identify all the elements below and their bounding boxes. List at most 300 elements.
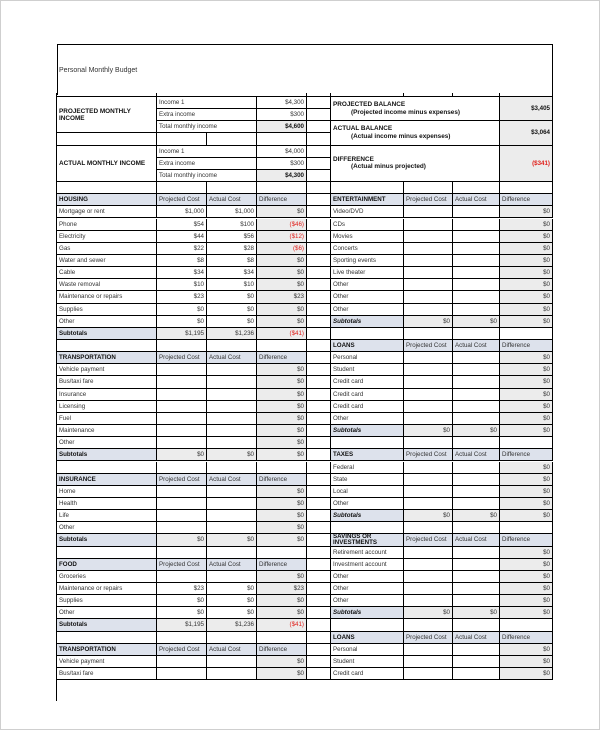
actual-cost-input[interactable]: [207, 522, 257, 534]
projected-cost-input[interactable]: [404, 304, 453, 316]
projected-cost-input[interactable]: $54: [157, 219, 207, 231]
spacer-cell: [307, 146, 331, 158]
spacer-cell: [404, 328, 453, 340]
difference-balance-value: ($341): [500, 146, 553, 182]
difference-value: $0: [257, 607, 307, 619]
actual-cost-input[interactable]: [453, 291, 500, 303]
actual-cost-input[interactable]: [207, 486, 257, 498]
expense-item-label: Other: [57, 316, 157, 328]
expense-item-label: Bus/taxi fare: [57, 376, 157, 388]
column-header-actual: Actual Cost: [453, 194, 500, 206]
column-header-projected: Projected Cost: [404, 194, 453, 206]
projected-cost-input[interactable]: [157, 437, 207, 449]
projected-cost-input[interactable]: $22: [157, 243, 207, 255]
spacer-cell: [331, 522, 404, 534]
projected-cost-input[interactable]: [404, 462, 453, 474]
actual-cost-input[interactable]: [453, 595, 500, 607]
difference-value: $0: [500, 413, 553, 425]
actual-cost-input[interactable]: [453, 206, 500, 218]
subtotal-actual: $0: [453, 607, 500, 619]
projected-cost-input[interactable]: [157, 498, 207, 510]
column-header-projected: Projected Cost: [157, 474, 207, 486]
subtotal-actual: $0: [453, 425, 500, 437]
actual-cost-input[interactable]: $34: [207, 267, 257, 279]
projected-income-row-value[interactable]: $4,300: [257, 97, 307, 109]
difference-value: $0: [500, 364, 553, 376]
difference-value: $0: [257, 425, 307, 437]
actual-cost-input[interactable]: [453, 219, 500, 231]
difference-value: $0: [500, 462, 553, 474]
projected-balance-subtitle: (Projected income minus expenses): [351, 108, 461, 116]
spacer-cell: [257, 632, 307, 644]
spacer-cell: [453, 328, 500, 340]
column-header-difference: Difference: [257, 644, 307, 656]
subtotal-difference: $0: [500, 316, 553, 328]
expense-item-label: Supplies: [57, 304, 157, 316]
spacer-cell: [500, 328, 553, 340]
actual-cost-input[interactable]: [207, 656, 257, 668]
spacer-cell: [307, 219, 331, 231]
spacer-cell: [57, 462, 157, 474]
subtotal-actual: $0: [453, 510, 500, 522]
subtotal-projected: $0: [404, 425, 453, 437]
actual-cost-input[interactable]: [207, 364, 257, 376]
spacer-cell: [307, 619, 331, 631]
difference-value: $0: [257, 571, 307, 583]
difference-value: $0: [500, 206, 553, 218]
actual-cost-input[interactable]: [453, 243, 500, 255]
left-section-header-food: FOOD: [57, 559, 157, 571]
spacer-cell: [207, 632, 257, 644]
actual-income-label: ACTUAL MONTHLY INCOME: [57, 146, 157, 182]
spacer-cell: [331, 437, 404, 449]
spacer-cell: [307, 534, 331, 546]
projected-cost-input[interactable]: [157, 668, 207, 680]
projected-cost-input[interactable]: [404, 267, 453, 279]
difference-value: $0: [500, 571, 553, 583]
spacer-cell: [307, 158, 331, 170]
expense-item-label: Phone: [57, 219, 157, 231]
column-header-difference: Difference: [500, 632, 553, 644]
spacer-cell: [57, 340, 157, 352]
actual-cost-input[interactable]: $28: [207, 243, 257, 255]
projected-cost-input[interactable]: [157, 571, 207, 583]
spacer-cell: [57, 133, 157, 145]
expense-item-label: State: [331, 474, 404, 486]
projected-cost-input[interactable]: [157, 510, 207, 522]
projected-cost-input[interactable]: [404, 231, 453, 243]
difference-value: $0: [257, 401, 307, 413]
difference-balance-subtitle: (Actual minus projected): [351, 163, 426, 171]
projected-cost-input[interactable]: $23: [157, 583, 207, 595]
projected-cost-input[interactable]: [404, 595, 453, 607]
column-header-actual: Actual Cost: [207, 474, 257, 486]
spacer-cell: [307, 364, 331, 376]
expense-item-label: Cable: [57, 267, 157, 279]
spacer-cell: [500, 437, 553, 449]
projected-cost-input[interactable]: $44: [157, 231, 207, 243]
actual-cost-input[interactable]: $0: [207, 291, 257, 303]
difference-value: $0: [257, 255, 307, 267]
subtotal-projected: $0: [404, 316, 453, 328]
subtotal-difference: $0: [500, 607, 553, 619]
difference-value: $23: [257, 583, 307, 595]
actual-cost-input[interactable]: [453, 352, 500, 364]
projected-cost-input[interactable]: [404, 644, 453, 656]
expense-item-label: Maintenance or repairs: [57, 291, 157, 303]
projected-cost-input[interactable]: [404, 243, 453, 255]
spacer-cell: [257, 340, 307, 352]
actual-income-row-label: Total monthly income: [157, 170, 257, 182]
spacer-cell: [207, 462, 257, 474]
actual-cost-input[interactable]: [453, 267, 500, 279]
spacer-cell: [207, 547, 257, 559]
difference-value: $0: [257, 656, 307, 668]
projected-cost-input[interactable]: [404, 547, 453, 559]
column-header-actual: Actual Cost: [207, 352, 257, 364]
column-header-difference: Difference: [257, 474, 307, 486]
expense-item-label: Other: [331, 291, 404, 303]
spacer-cell: [157, 632, 207, 644]
projected-cost-input[interactable]: $1,000: [157, 206, 207, 218]
subtotal-difference: ($41): [257, 328, 307, 340]
expense-item-label: Movies: [331, 231, 404, 243]
difference-value: $0: [500, 255, 553, 267]
actual-cost-input[interactable]: [453, 498, 500, 510]
expense-item-label: Retirement account: [331, 547, 404, 559]
expense-item-label: Supplies: [57, 595, 157, 607]
projected-cost-input[interactable]: $0: [157, 607, 207, 619]
expense-item-label: Credit card: [331, 401, 404, 413]
difference-value: $0: [257, 376, 307, 388]
expense-item-label: Other: [57, 437, 157, 449]
subtotal-difference: $0: [257, 534, 307, 546]
spacer-cell: [453, 182, 500, 194]
spacer-cell: [207, 182, 257, 194]
projected-cost-input[interactable]: [157, 656, 207, 668]
spacer-cell: [307, 376, 331, 388]
expense-item-label: Water and sewer: [57, 255, 157, 267]
actual-cost-input[interactable]: [453, 376, 500, 388]
projected-cost-input[interactable]: [404, 376, 453, 388]
difference-value: $0: [500, 547, 553, 559]
column-header-difference: Difference: [500, 340, 553, 352]
expense-item-label: Video/DVD: [331, 206, 404, 218]
actual-cost-input[interactable]: $10: [207, 279, 257, 291]
actual-cost-input[interactable]: [453, 668, 500, 680]
spacer-cell: [500, 522, 553, 534]
expense-item-label: Home: [57, 486, 157, 498]
spacer-cell: [307, 389, 331, 401]
actual-income-row-value[interactable]: $300: [257, 158, 307, 170]
actual-cost-input[interactable]: [453, 486, 500, 498]
spacer-cell: [307, 182, 331, 194]
actual-cost-input[interactable]: $0: [207, 595, 257, 607]
projected-income-row-value[interactable]: $300: [257, 109, 307, 121]
expense-item-label: Credit card: [331, 389, 404, 401]
actual-cost-input[interactable]: [453, 231, 500, 243]
actual-cost-input[interactable]: [207, 425, 257, 437]
actual-cost-input[interactable]: $0: [207, 607, 257, 619]
expense-item-label: Mortgage or rent: [57, 206, 157, 218]
actual-income-row-value[interactable]: $4,000: [257, 146, 307, 158]
projected-cost-input[interactable]: [404, 364, 453, 376]
difference-value: $0: [500, 559, 553, 571]
difference-value: $0: [500, 291, 553, 303]
projected-cost-input[interactable]: [404, 498, 453, 510]
subtotal-actual: $0: [453, 316, 500, 328]
actual-cost-input[interactable]: [207, 413, 257, 425]
expense-item-label: Licensing: [57, 401, 157, 413]
projected-cost-input[interactable]: [404, 389, 453, 401]
spacer-cell: [404, 437, 453, 449]
expense-item-label: Other: [331, 279, 404, 291]
spacer-cell: [453, 522, 500, 534]
expense-item-label: Live theater: [331, 267, 404, 279]
projected-cost-input[interactable]: [404, 401, 453, 413]
expense-item-label: CDs: [331, 219, 404, 231]
difference-balance-title: DIFFERENCE: [333, 155, 374, 163]
expense-item-label: Other: [331, 571, 404, 583]
spacer-cell: [257, 462, 307, 474]
spacer-cell: [307, 547, 331, 559]
spacer-cell: [157, 340, 207, 352]
column-header-actual: Actual Cost: [207, 194, 257, 206]
actual-cost-input[interactable]: [453, 462, 500, 474]
spacer-cell: [307, 559, 331, 571]
subtotal-label: Subtotals: [331, 425, 404, 437]
spacer-cell: [331, 182, 404, 194]
projected-cost-input[interactable]: [404, 668, 453, 680]
subtotal-difference: $0: [500, 510, 553, 522]
expense-item-label: Bus/taxi fare: [57, 668, 157, 680]
spacer-cell: [157, 133, 207, 145]
spacer-cell: [307, 170, 331, 182]
projected-cost-input[interactable]: [404, 583, 453, 595]
difference-value: $0: [257, 486, 307, 498]
projected-cost-input[interactable]: [157, 401, 207, 413]
projected-cost-input[interactable]: $23: [157, 291, 207, 303]
column-header-projected: Projected Cost: [157, 194, 207, 206]
projected-cost-input[interactable]: [157, 389, 207, 401]
spacer-cell: [307, 571, 331, 583]
actual-cost-input[interactable]: [453, 413, 500, 425]
left-section-header-transportation: TRANSPORTATION: [57, 644, 157, 656]
difference-value: $0: [257, 364, 307, 376]
projected-cost-input[interactable]: [157, 522, 207, 534]
projected-cost-input[interactable]: [404, 486, 453, 498]
projected-cost-input[interactable]: [404, 571, 453, 583]
actual-cost-input[interactable]: [453, 559, 500, 571]
projected-cost-input[interactable]: [157, 413, 207, 425]
subtotal-label: Subtotals: [57, 619, 157, 631]
actual-income-row-label: Extra income: [157, 158, 257, 170]
spacer-cell: [307, 304, 331, 316]
difference-value: $0: [500, 352, 553, 364]
spacer-cell: [453, 437, 500, 449]
expense-item-label: Waste removal: [57, 279, 157, 291]
expense-item-label: Other: [57, 607, 157, 619]
column-header-difference: Difference: [500, 194, 553, 206]
expense-item-label: Life: [57, 510, 157, 522]
expense-item-label: Student: [331, 656, 404, 668]
subtotal-difference: ($41): [257, 619, 307, 631]
spacer-cell: [307, 522, 331, 534]
actual-cost-input[interactable]: [453, 304, 500, 316]
spacer-cell: [57, 182, 157, 194]
actual-cost-input[interactable]: [453, 389, 500, 401]
actual-cost-input[interactable]: $0: [207, 583, 257, 595]
actual-cost-input[interactable]: [207, 401, 257, 413]
difference-value: $0: [257, 389, 307, 401]
projected-cost-input[interactable]: [404, 279, 453, 291]
spacer-cell: [307, 352, 331, 364]
spacer-cell: [307, 510, 331, 522]
projected-cost-input[interactable]: [404, 291, 453, 303]
expense-item-label: Maintenance: [57, 425, 157, 437]
expense-item-label: Sporting events: [331, 255, 404, 267]
difference-value: $0: [257, 279, 307, 291]
subtotal-actual: $0: [207, 534, 257, 546]
spacer-cell: [307, 328, 331, 340]
column-header-projected: Projected Cost: [157, 644, 207, 656]
actual-cost-input[interactable]: [453, 279, 500, 291]
right-section-header-loans: LOANS: [331, 340, 404, 352]
projected-cost-input[interactable]: [404, 559, 453, 571]
actual-cost-input[interactable]: [207, 389, 257, 401]
column-header-projected: Projected Cost: [404, 340, 453, 352]
difference-value: $0: [500, 376, 553, 388]
projected-cost-input[interactable]: [404, 413, 453, 425]
expense-item-label: Other: [331, 595, 404, 607]
projected-income-row-label: Extra income: [157, 109, 257, 121]
sheet-title: Personal Monthly Budget: [59, 67, 138, 74]
right-section-header-taxes: TAXES: [331, 449, 404, 461]
subtotal-label: Subtotals: [331, 607, 404, 619]
projected-cost-input[interactable]: [404, 474, 453, 486]
projected-cost-input[interactable]: [157, 376, 207, 388]
projected-cost-input[interactable]: [404, 656, 453, 668]
subtotal-projected: $1,195: [157, 328, 207, 340]
column-header-actual: Actual Cost: [207, 559, 257, 571]
actual-cost-input[interactable]: $1,000: [207, 206, 257, 218]
actual-balance-subtitle: (Actual income minus expenses): [351, 132, 451, 140]
expense-item-label: Other: [331, 413, 404, 425]
actual-cost-input[interactable]: $56: [207, 231, 257, 243]
expense-item-label: Federal: [331, 462, 404, 474]
left-section-header-housing: HOUSING: [57, 194, 157, 206]
actual-cost-input[interactable]: $0: [207, 304, 257, 316]
projected-cost-input[interactable]: [404, 206, 453, 218]
right-section-header-entertainment: ENTERTAINMENT: [331, 194, 404, 206]
projected-cost-input[interactable]: $34: [157, 267, 207, 279]
actual-cost-input[interactable]: [453, 255, 500, 267]
actual-cost-input[interactable]: [207, 510, 257, 522]
actual-cost-input[interactable]: [453, 644, 500, 656]
subtotal-label: Subtotals: [331, 510, 404, 522]
actual-income-row-label: Income 1: [157, 146, 257, 158]
spacer-cell: [257, 547, 307, 559]
difference-value: $0: [257, 437, 307, 449]
spacer-cell: [307, 109, 331, 121]
difference-value: ($12): [257, 231, 307, 243]
projected-cost-input[interactable]: $10: [157, 279, 207, 291]
actual-cost-input[interactable]: [453, 364, 500, 376]
column-header-actual: Actual Cost: [207, 644, 257, 656]
spacer-cell: [331, 328, 404, 340]
actual-cost-input[interactable]: [207, 668, 257, 680]
column-header-actual: Actual Cost: [453, 534, 500, 546]
projected-cost-input[interactable]: [404, 352, 453, 364]
actual-cost-input[interactable]: [453, 547, 500, 559]
difference-value: $0: [257, 668, 307, 680]
spacer-cell: [57, 547, 157, 559]
projected-cost-input[interactable]: [404, 219, 453, 231]
projected-cost-input[interactable]: [157, 425, 207, 437]
spacer-cell: [307, 474, 331, 486]
spacer-cell: [307, 340, 331, 352]
projected-balance-label: [331, 97, 500, 121]
difference-value: $0: [257, 522, 307, 534]
actual-cost-input[interactable]: [453, 656, 500, 668]
spacer-cell: [307, 267, 331, 279]
projected-cost-input[interactable]: $0: [157, 595, 207, 607]
expense-item-label: Student: [331, 364, 404, 376]
column-header-actual: Actual Cost: [453, 632, 500, 644]
spacer-cell: [307, 121, 331, 133]
spacer-cell: [307, 462, 331, 474]
projected-cost-input[interactable]: [157, 486, 207, 498]
spacer-cell: [307, 243, 331, 255]
spacer-cell: [157, 547, 207, 559]
spacer-cell: [307, 656, 331, 668]
expense-item-label: Investment account: [331, 559, 404, 571]
actual-cost-input[interactable]: $100: [207, 219, 257, 231]
actual-cost-input[interactable]: $0: [207, 316, 257, 328]
actual-cost-input[interactable]: [453, 583, 500, 595]
actual-cost-input[interactable]: [453, 571, 500, 583]
actual-cost-input[interactable]: $8: [207, 255, 257, 267]
projected-cost-input[interactable]: $0: [157, 316, 207, 328]
actual-cost-input[interactable]: [453, 474, 500, 486]
column-header-actual: Actual Cost: [453, 340, 500, 352]
expense-item-label: Other: [331, 304, 404, 316]
projected-cost-input[interactable]: [404, 255, 453, 267]
actual-cost-input[interactable]: [207, 571, 257, 583]
spacer-cell: [404, 619, 453, 631]
expense-item-label: Electricity: [57, 231, 157, 243]
projected-income-label: PROJECTED MONTHLY INCOME: [57, 97, 157, 133]
spacer-cell: [307, 401, 331, 413]
projected-income-row-value[interactable]: $4,600: [257, 121, 307, 133]
actual-income-row-value[interactable]: $4,300: [257, 170, 307, 182]
expense-item-label: Local: [331, 486, 404, 498]
expense-item-label: Vehicle payment: [57, 364, 157, 376]
projected-cost-input[interactable]: [157, 364, 207, 376]
spacer-cell: [453, 619, 500, 631]
actual-cost-input[interactable]: [207, 376, 257, 388]
projected-cost-input[interactable]: $0: [157, 304, 207, 316]
actual-cost-input[interactable]: [453, 401, 500, 413]
spacer-cell: [307, 316, 331, 328]
expense-item-label: Other: [331, 583, 404, 595]
subtotal-actual: $1,236: [207, 619, 257, 631]
projected-cost-input[interactable]: $8: [157, 255, 207, 267]
actual-cost-input[interactable]: [207, 498, 257, 510]
expense-item-label: Other: [57, 522, 157, 534]
actual-cost-input[interactable]: [207, 437, 257, 449]
column-header-projected: Projected Cost: [404, 632, 453, 644]
